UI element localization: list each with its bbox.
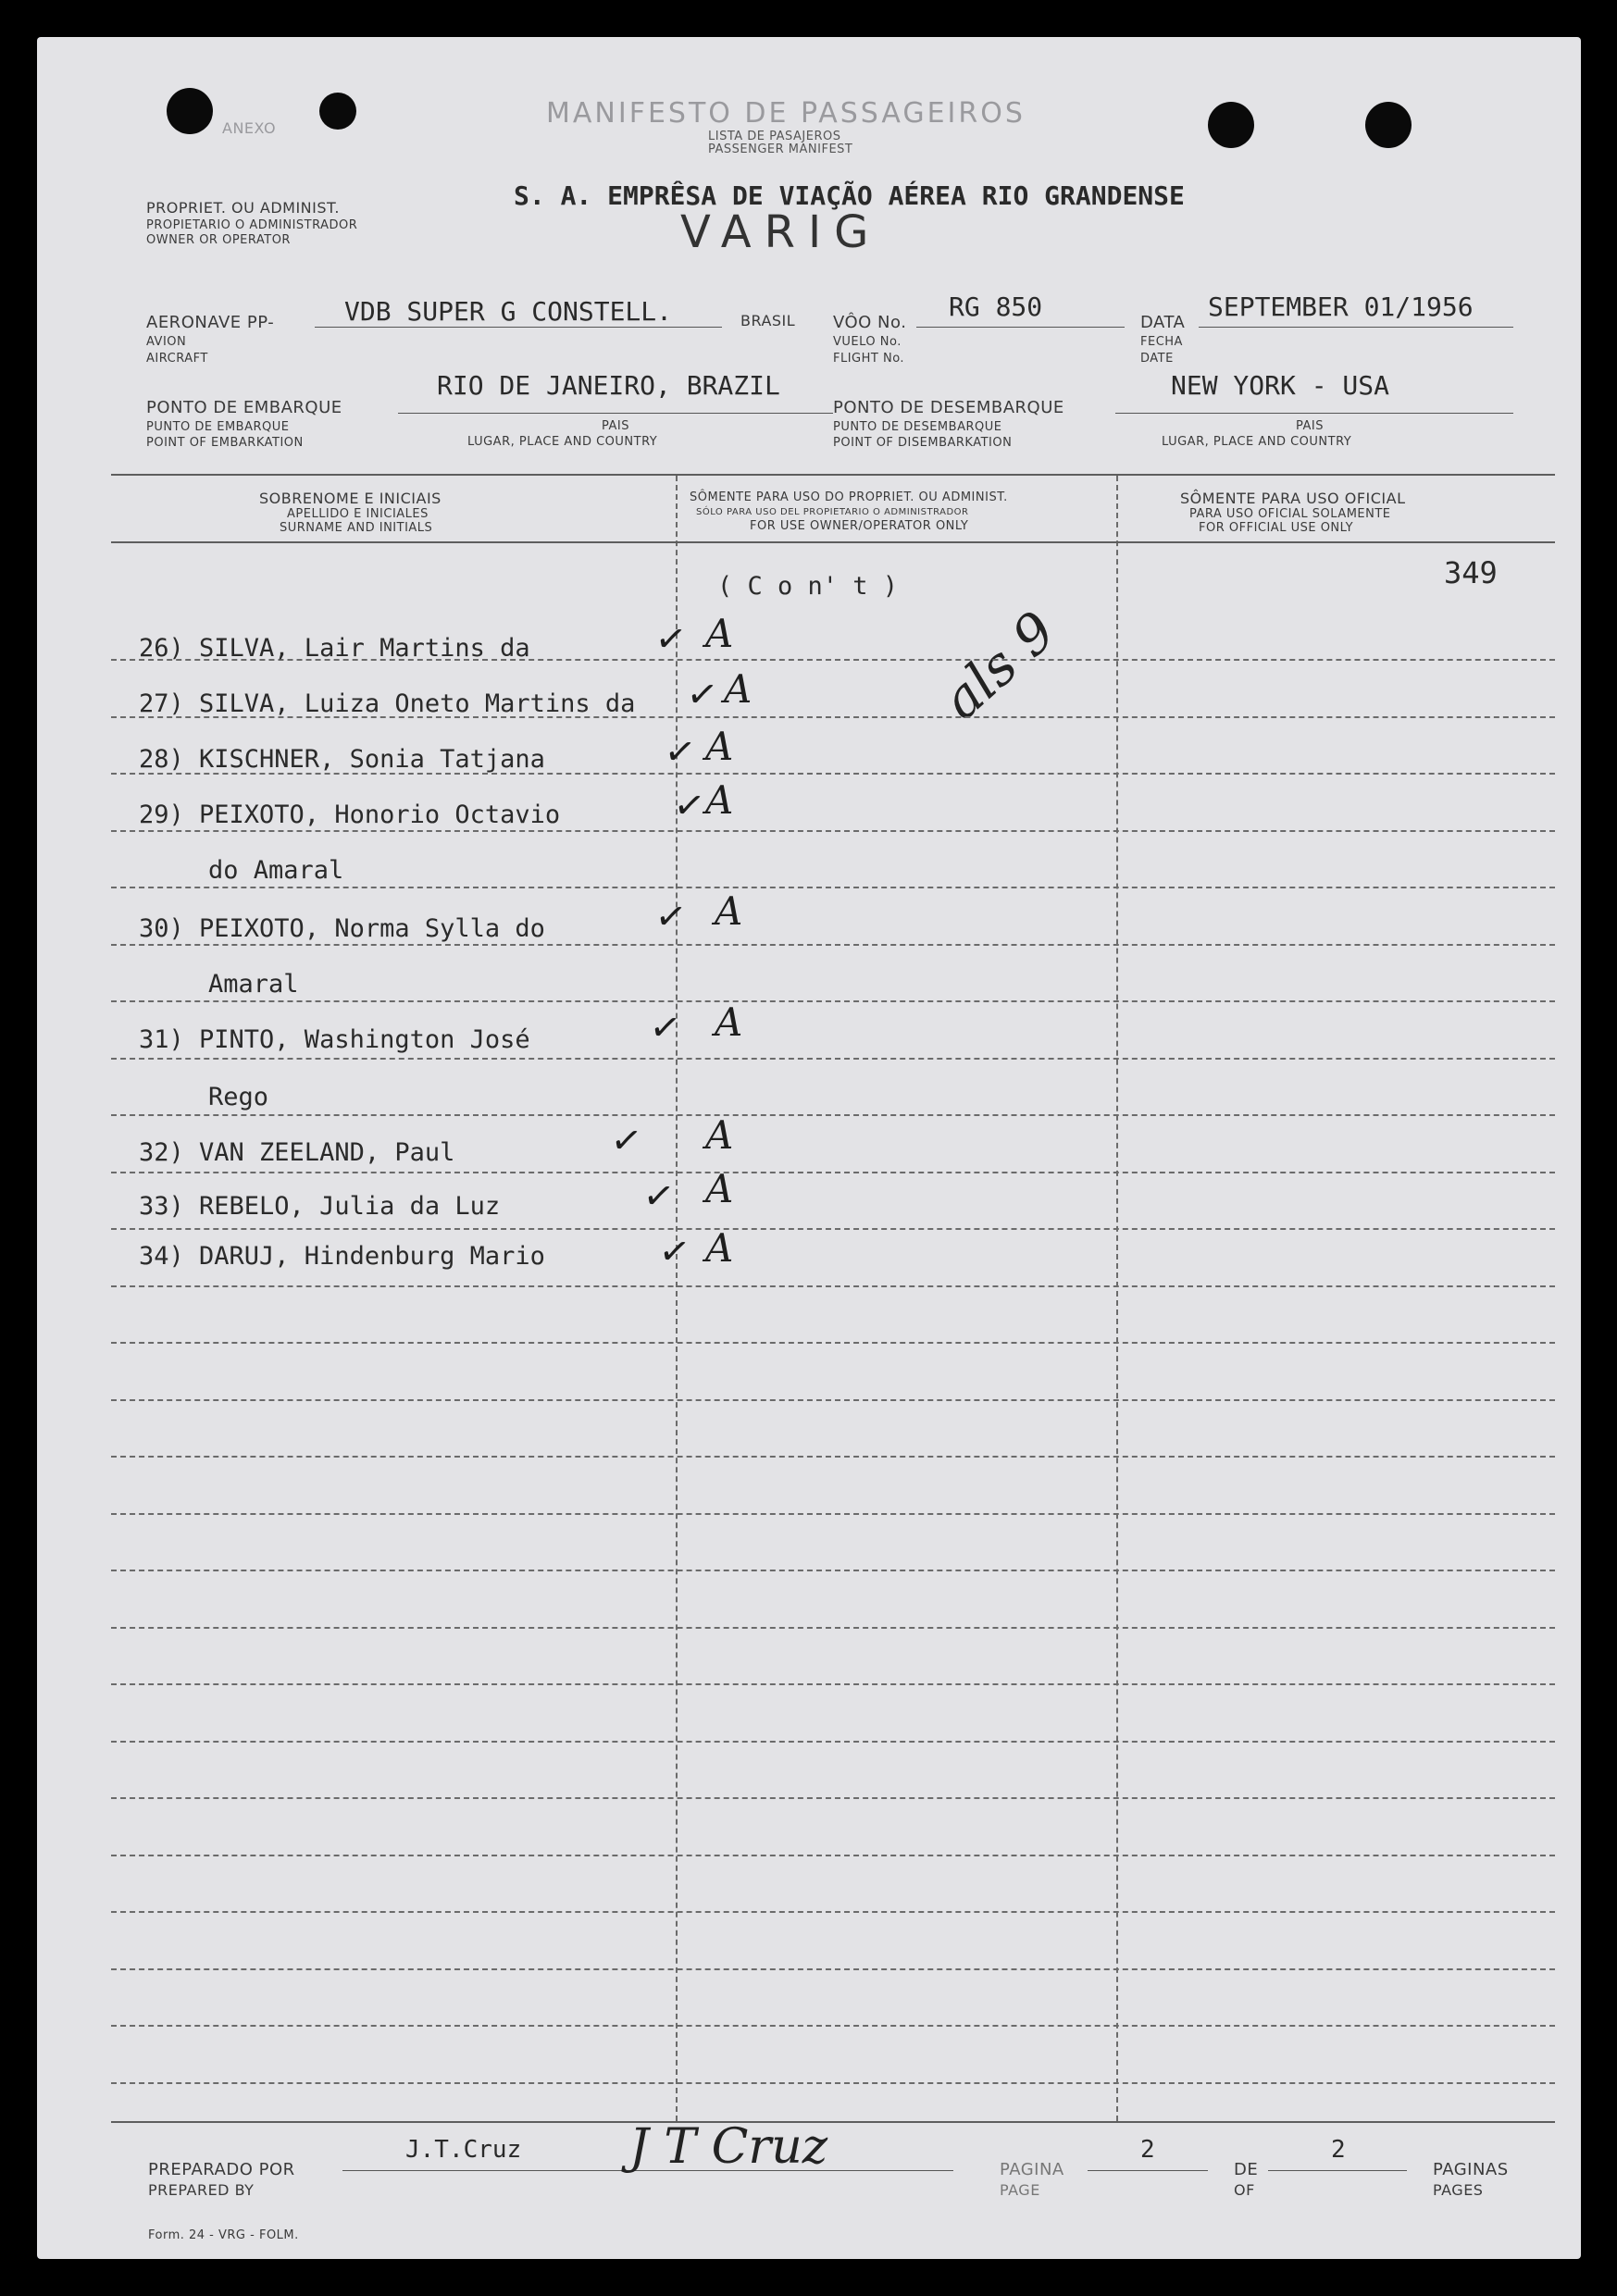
table-bottom-rule (111, 2121, 1555, 2123)
col3-header-es: PARA USO OFICIAL SOLAMENTE (1189, 507, 1391, 521)
prepared-label: PREPARADO POR (148, 2160, 295, 2179)
check-mark-26: ✓ (652, 615, 690, 664)
col1-header-en: SURNAME AND INITIALS (280, 521, 433, 535)
row-rule (111, 1456, 1555, 1458)
passenger-30: 30) PEIXOTO, Norma Sylla do (139, 914, 545, 943)
page-number-stamp: 349 (1444, 555, 1498, 590)
form-code: ANEXO (222, 119, 277, 137)
row-rule (111, 1797, 1555, 1799)
punch-hole-2 (319, 93, 356, 130)
form-identifier: Form. 24 - VRG - FOLM. (148, 2228, 299, 2242)
mark-a-34: A (705, 1225, 734, 1271)
row-rule (111, 1683, 1555, 1685)
row-rule (111, 1058, 1555, 1060)
manifest-subtitle-es: LISTA DE PASAJEROS (708, 130, 841, 143)
col3-header-pt: SÔMENTE PARA USO OFICIAL (1180, 490, 1406, 507)
row-rule (111, 1911, 1555, 1913)
passenger-32: 32) VAN ZEELAND, Paul (139, 1138, 455, 1167)
passenger-29: 29) PEIXOTO, Honorio Octavio (139, 800, 561, 829)
row-rule (111, 887, 1555, 888)
row-rule (111, 1570, 1555, 1571)
date-label: DATA (1140, 313, 1186, 332)
of-label: DE (1234, 2160, 1259, 2179)
disembark-label-es: PUNTO DE DESEMBARQUE (833, 420, 1002, 434)
flight-label-es: VUELO No. (833, 335, 902, 349)
disembark-underline (1115, 413, 1513, 414)
disembark-place-label: LUGAR, PLACE AND COUNTRY (1162, 435, 1352, 449)
preparer-signature: J T Cruz (629, 2119, 828, 2175)
column-divider-2 (1116, 476, 1118, 2121)
disembark-label: PONTO DE DESEMBARQUE (833, 398, 1064, 417)
mark-a-31: A (715, 999, 743, 1045)
check-mark-29: ✓ (670, 782, 708, 830)
pages-label-en: PAGES (1433, 2181, 1484, 2199)
disembark-label-en: POINT OF DISEMBARKATION (833, 436, 1013, 450)
row-rule (111, 1741, 1555, 1743)
row-rule (111, 1399, 1555, 1401)
passenger-29-cont: do Amaral (208, 856, 344, 885)
mark-a-26: A (705, 611, 734, 656)
check-mark-32: ✓ (607, 1117, 645, 1165)
check-mark-30: ✓ (652, 893, 690, 941)
punch-hole-3 (1208, 102, 1254, 148)
row-rule (111, 1172, 1555, 1173)
embark-value: RIO DE JANEIRO, BRAZIL (437, 370, 780, 401)
col1-header-es: APELLIDO E INICIALES (287, 507, 429, 521)
manifest-sheet (37, 37, 1581, 2259)
column-divider-1 (676, 476, 678, 2121)
table-header-rule (111, 541, 1555, 543)
aircraft-label-es: AVION (146, 335, 187, 349)
table-top-rule (111, 474, 1555, 476)
mark-a-29: A (705, 777, 734, 823)
page-label: PAGINA (1000, 2160, 1064, 2179)
mark-a-30: A (715, 888, 743, 934)
disembark-value: NEW YORK - USA (1171, 370, 1390, 401)
manifest-title: MANIFESTO DE PASSAGEIROS (546, 97, 1026, 130)
owner-label-en: OWNER OR OPERATOR (146, 233, 291, 247)
row-rule (111, 1855, 1555, 1856)
flight-label: VÔO No. (833, 313, 907, 332)
row-rule (111, 1285, 1555, 1287)
col2-header-en: FOR USE OWNER/OPERATOR ONLY (750, 519, 969, 533)
passenger-31-cont: Rego (208, 1083, 269, 1111)
row-rule (111, 1228, 1555, 1230)
check-mark-31: ✓ (646, 1004, 684, 1052)
owner-label-pt: PROPRIET. OU ADMINIST. (146, 199, 340, 217)
date-label-es: FECHA (1140, 335, 1183, 349)
check-mark-27: ✓ (683, 671, 721, 719)
prepared-value: J.T.Cruz (405, 2136, 522, 2164)
check-mark-33: ✓ (640, 1173, 678, 1221)
of-label-en: OF (1234, 2181, 1255, 2199)
aircraft-value: VDB SUPER G CONSTELL. (344, 296, 673, 327)
mark-a-27: A (724, 666, 753, 712)
prepared-label-en: PREPARED BY (148, 2181, 255, 2199)
date-label-en: DATE (1140, 352, 1174, 366)
embark-place-label: LUGAR, PLACE AND COUNTRY (467, 435, 658, 449)
passenger-33: 33) REBELO, Julia da Luz (139, 1192, 501, 1221)
total-underline (1268, 2170, 1407, 2171)
flight-underline (916, 327, 1125, 328)
col3-header-en: FOR OFFICIAL USE ONLY (1199, 521, 1354, 535)
embark-label-es: PUNTO DE EMBARQUE (146, 420, 290, 434)
col2-header-es: SÓLO PARA USO DEL PROPIETARIO O ADMINISTRADOR (696, 507, 969, 517)
embark-underline (398, 413, 833, 414)
brasil-label: BRASIL (740, 312, 796, 329)
passenger-26: 26) SILVA, Lair Martins da (139, 634, 530, 663)
col2-header-pt: SÔMENTE PARA USO DO PROPRIET. OU ADMINIST. (690, 490, 1008, 504)
mark-a-32: A (705, 1112, 734, 1158)
punch-hole-1 (167, 88, 213, 134)
row-rule (111, 1513, 1555, 1515)
check-mark-28: ✓ (661, 728, 699, 776)
row-rule (111, 830, 1555, 832)
passenger-30-cont: Amaral (208, 970, 299, 999)
page-label-en: PAGE (1000, 2181, 1040, 2199)
continued-label: ( C o n' t ) (717, 572, 899, 601)
row-rule (111, 1627, 1555, 1629)
total-pages-value: 2 (1331, 2136, 1346, 2164)
manifest-subtitle-en: PASSENGER MANIFEST (708, 143, 853, 156)
passenger-28: 28) KISCHNER, Sonia Tatjana (139, 745, 545, 774)
row-rule (111, 1000, 1555, 1002)
company-name: S. A. EMPRÊSA DE VIAÇÃO AÉREA RIO GRANDENSE (514, 180, 1185, 211)
row-rule (111, 1342, 1555, 1344)
punch-hole-4 (1365, 102, 1412, 148)
embark-pais: PAIS (602, 419, 629, 433)
date-underline (1199, 327, 1513, 328)
disembark-pais: PAIS (1296, 419, 1324, 433)
aircraft-label: AERONAVE PP- (146, 313, 275, 332)
page-value: 2 (1140, 2136, 1155, 2164)
company-short: VARIG (680, 206, 882, 258)
row-rule (111, 2082, 1555, 2084)
flight-value: RG 850 (949, 292, 1043, 322)
col1-header-pt: SOBRENOME E INICIAIS (259, 490, 442, 507)
flight-label-en: FLIGHT No. (833, 352, 905, 366)
embark-label: PONTO DE EMBARQUE (146, 398, 342, 417)
row-rule (111, 1968, 1555, 1970)
aircraft-underline (315, 327, 722, 328)
embark-label-en: POINT OF EMBARKATION (146, 436, 304, 450)
aircraft-label-en: AIRCRAFT (146, 352, 208, 366)
check-mark-34: ✓ (655, 1228, 693, 1276)
mark-a-28: A (705, 724, 734, 769)
date-value: SEPTEMBER 01/1956 (1208, 292, 1474, 322)
row-rule (111, 944, 1555, 946)
pages-label: PAGINAS (1433, 2160, 1509, 2179)
row-rule (111, 1114, 1555, 1116)
row-rule (111, 2025, 1555, 2027)
passenger-27: 27) SILVA, Luiza Oneto Martins da (139, 689, 636, 718)
passenger-34: 34) DARUJ, Hindenburg Mario (139, 1242, 545, 1271)
passenger-31: 31) PINTO, Washington José (139, 1025, 530, 1054)
owner-label-es: PROPIETARIO O ADMINISTRADOR (146, 218, 358, 232)
page-underline (1088, 2170, 1208, 2171)
mark-a-33: A (705, 1166, 734, 1211)
handwritten-official-note: als 9 (930, 599, 1068, 732)
